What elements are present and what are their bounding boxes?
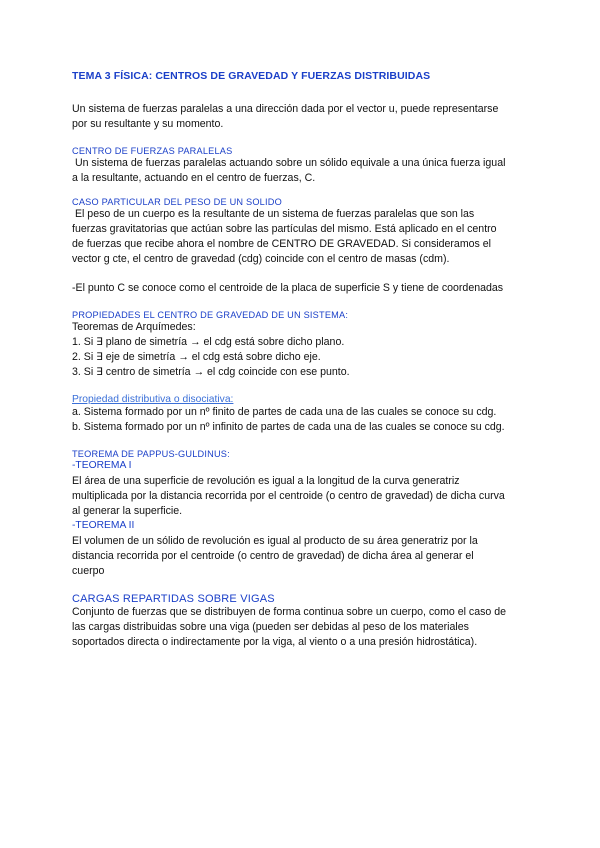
paragraph-line: vector g cte, el centro de gravedad (cdg) coincide con el centro de masas (cdm).: [72, 253, 450, 265]
section-paragraph: [72, 207, 534, 267]
paragraph-line: al generar la superficie.: [72, 504, 183, 517]
paragraph-line: Conjunto de fuerzas que se distribuyen de forma continua sobre un cuerpo, como el caso de: [72, 605, 507, 618]
paragraph-line: multiplicada por la distancia recorrida por el centroide (o centro de gravedad) de dicha curva: [72, 489, 505, 502]
paragraph-line: a la resultante, actuando en el centro de fuerzas, C.: [72, 172, 316, 184]
section-heading-propiedades: PROPIEDADES EL CENTRO DE GRAVEDAD DE UN SISTEMA:: [72, 310, 349, 320]
paragraph-line: cuerpo: [72, 564, 105, 577]
section-heading-distributiva: Propiedad distributiva o disociativa:: [72, 394, 234, 405]
paragraph-line: Teoremas de Arquímedes:: [72, 321, 196, 333]
section-heading-peso-solido: CASO PARTICULAR DEL PESO DE UN SOLIDO: [72, 197, 282, 207]
paragraph-line: El volumen de un sólido de revolución es igual al producto de su área generatriz por la: [72, 534, 478, 547]
section-heading-pappus: TEOREMA DE PAPPUS-GULDINUS:: [72, 449, 230, 459]
intro-line: por su resultante y su momento.: [72, 118, 224, 130]
centroid-note: [72, 281, 534, 296]
paragraph-line: fuerzas gravitatorias que actúan sobre las partículas del mismo. Está aplicado en el centro: [72, 223, 497, 235]
theorem-label-2: -TEOREMA II: [72, 519, 135, 531]
paragraph-line: soportados directa o indirectamente por la viga, al viento o a una presión hidrostática).: [72, 635, 478, 648]
paragraph-line: de fuerzas que recibe ahora el nombre de CENTRO DE GRAVEDAD. Si consideramos el: [72, 238, 492, 250]
list-item: a. Sistema formado por un nº finito de partes de cada una de las cuales se conoce su cdg.: [72, 406, 497, 418]
section-paragraph: [72, 156, 534, 186]
list-item: 3. Si ∃ centro de simetría → el cdg coincide con ese punto.: [72, 366, 350, 378]
paragraph-line: Un sistema de fuerzas paralelas actuando sobre un sólido equivale a una única fuerza igual: [72, 157, 506, 169]
intro-paragraph: [72, 102, 534, 132]
intro-line: Un sistema de fuerzas paralelas a una dirección dada por el vector u, puede representarse: [72, 103, 499, 115]
section-paragraph: [72, 474, 534, 519]
section-paragraph: [72, 405, 534, 435]
document-page: [72, 70, 534, 650]
list-item: 1. Si ∃ plano de simetría → el cdg está sobre dicho plano.: [72, 336, 345, 348]
paragraph-line: -El punto C se conoce como el centroide de la placa de superficie S y tiene de coordenadas: [72, 282, 504, 294]
section-heading-centro-fuerzas: CENTRO DE FUERZAS PARALELAS: [72, 146, 233, 156]
section-paragraph: [72, 320, 534, 380]
paragraph-line: las cargas distribuidas sobre una viga (pueden ser debidas al peso de los materiales: [72, 620, 469, 633]
list-item: 2. Si ∃ eje de simetría → el cdg está sobre dicho eje.: [72, 351, 321, 363]
section-paragraph: [72, 534, 534, 579]
document-title: TEMA 3 FÍSICA: CENTROS DE GRAVEDAD Y FUERZAS DISTRIBUIDAS: [72, 70, 431, 82]
section-paragraph: [72, 605, 534, 650]
theorem-label-1: -TEOREMA I: [72, 460, 132, 471]
section-heading-cargas: CARGAS REPARTIDAS SOBRE VIGAS: [72, 592, 275, 605]
paragraph-line: El área de una superficie de revolución es igual a la longitud de la curva generatriz: [72, 474, 460, 487]
paragraph-line: distancia recorrida por el centroide (o centro de gravedad) de dicha área al generar el: [72, 549, 474, 562]
paragraph-line: El peso de un cuerpo es la resultante de un sistema de fuerzas paralelas que son las: [72, 208, 475, 220]
list-item: b. Sistema formado por un nº infinito de partes de cada una de las cuales se conoce su cdg.: [72, 421, 505, 433]
